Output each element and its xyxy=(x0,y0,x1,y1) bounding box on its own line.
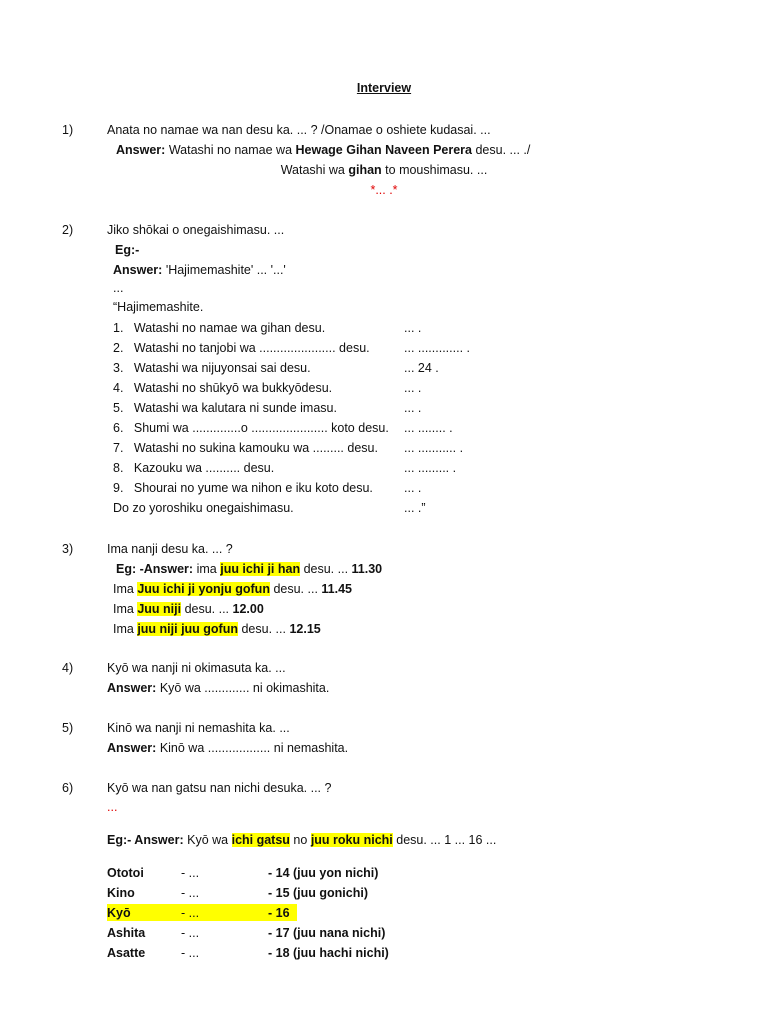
list-item-si: ... . xyxy=(404,321,422,335)
q1-number: 1) xyxy=(62,123,74,137)
q3-answer-1: Eg: -Answer: ima juu ichi ji han desu. ... 11.30 xyxy=(116,562,383,576)
q2-answer-line2: ... xyxy=(113,281,124,295)
q3-answer-4: Ima juu niji juu gofun desu. ... 12.15 xyxy=(113,622,321,636)
q3-answer-2: Ima Juu ichi ji yonju gofun desu. ... 11.45 xyxy=(113,582,353,596)
list-item: 3. Watashi wa nijuyonsai sai desu. xyxy=(113,361,311,375)
list-item: 4. Watashi no shūkyō wa bukkyōdesu. xyxy=(113,381,333,395)
q3-question: Ima nanji desu ka. ... ? xyxy=(107,542,233,556)
q3-answer-3: Ima Juu niji desu. ... 12.00 xyxy=(113,602,264,616)
day-value: - 18 (juu hachi nichi) xyxy=(268,946,389,960)
list-item: 2. Watashi no tanjobi wa ...................... desu. xyxy=(113,341,370,355)
list-item-si: ... ......... . xyxy=(404,461,457,475)
day-jp: Kino xyxy=(107,886,135,900)
list-item-si: ... ............. . xyxy=(404,341,470,355)
q2-question: Jiko shōkai o onegaishimasu. ... xyxy=(107,223,285,237)
list-item: 1. Watashi no namae wa gihan desu. xyxy=(113,321,326,335)
list-item-si: ... . xyxy=(404,401,422,415)
q4-question: Kyō wa nanji ni okimasuta ka. ... xyxy=(107,661,286,675)
q1-note: *... .* xyxy=(370,183,398,197)
day-si: - ... xyxy=(181,946,200,960)
day-jp: Kyō xyxy=(107,906,131,920)
q1-answer-line2: Watashi wa gihan to moushimasu. ... xyxy=(280,163,488,177)
list-item: 8. Kazouku wa .......... desu. xyxy=(113,461,275,475)
list-item-si: ... . xyxy=(404,381,422,395)
list-item-si: ... . xyxy=(404,481,422,495)
q6-note: ... xyxy=(107,800,118,814)
day-si: - ... xyxy=(181,866,200,880)
q2-closing-si: ... .” xyxy=(404,501,426,515)
day-jp: Ashita xyxy=(107,926,146,940)
q6-number: 6) xyxy=(62,781,74,795)
page-title: Interview xyxy=(356,81,412,95)
q4-number: 4) xyxy=(62,661,74,675)
q1-answer: Answer: Watashi no namae wa Hewage Gihan Naveen Perera desu. ... ./ xyxy=(116,143,531,157)
list-item-si: ... ........ . xyxy=(404,421,453,435)
q6-question: Kyō wa nan gatsu nan nichi desuka. ... ? xyxy=(107,781,332,795)
list-item: 7. Watashi no sukina kamouku wa ......... desu. xyxy=(113,441,378,455)
day-value: - 15 (juu gonichi) xyxy=(268,886,368,900)
day-si: - ... xyxy=(181,926,200,940)
day-value: - 14 (juu yon nichi) xyxy=(268,866,379,880)
list-item: 9. Shourai no yume wa nihon e iku koto desu. xyxy=(113,481,373,495)
day-value: - 17 (juu nana nichi) xyxy=(268,926,386,940)
list-item-si: ... 24 . xyxy=(404,361,439,375)
day-jp: Ototoi xyxy=(107,866,144,880)
q5-question: Kinō wa nanji ni nemashita ka. ... xyxy=(107,721,290,735)
list-item-si: ... ........... . xyxy=(404,441,464,455)
day-si: - ... xyxy=(181,886,200,900)
q2-number: 2) xyxy=(62,223,74,237)
q6-answer: Eg:- Answer: Kyō wa ichi gatsu no juu roku nichi desu. ... 1 ... 16 ... xyxy=(107,833,497,847)
q2-closing: Do zo yoroshiku onegaishimasu. xyxy=(113,501,294,515)
day-jp: Asatte xyxy=(107,946,146,960)
day-si: - ... xyxy=(181,906,200,920)
q3-number: 3) xyxy=(62,542,74,556)
q5-number: 5) xyxy=(62,721,74,735)
q2-eg: Eg:- xyxy=(115,243,140,257)
q2-open-quote: “Hajimemashite. xyxy=(113,300,204,314)
day-value: - 16 xyxy=(268,906,290,920)
q2-answer: Answer: 'Hajimemashite' ... '...' xyxy=(113,263,286,277)
q1-question: Anata no namae wa nan desu ka. ... ? /Onamae o oshiete kudasai. ... xyxy=(107,123,491,137)
list-item: 5. Watashi wa kalutara ni sunde imasu. xyxy=(113,401,337,415)
q5-answer: Answer: Kinō wa .................. ni nemashita. xyxy=(107,741,349,755)
q4-answer: Answer: Kyō wa ............. ni okimashita. xyxy=(107,681,330,695)
list-item: 6. Shumi wa ..............o ...................... koto desu. xyxy=(113,421,389,435)
